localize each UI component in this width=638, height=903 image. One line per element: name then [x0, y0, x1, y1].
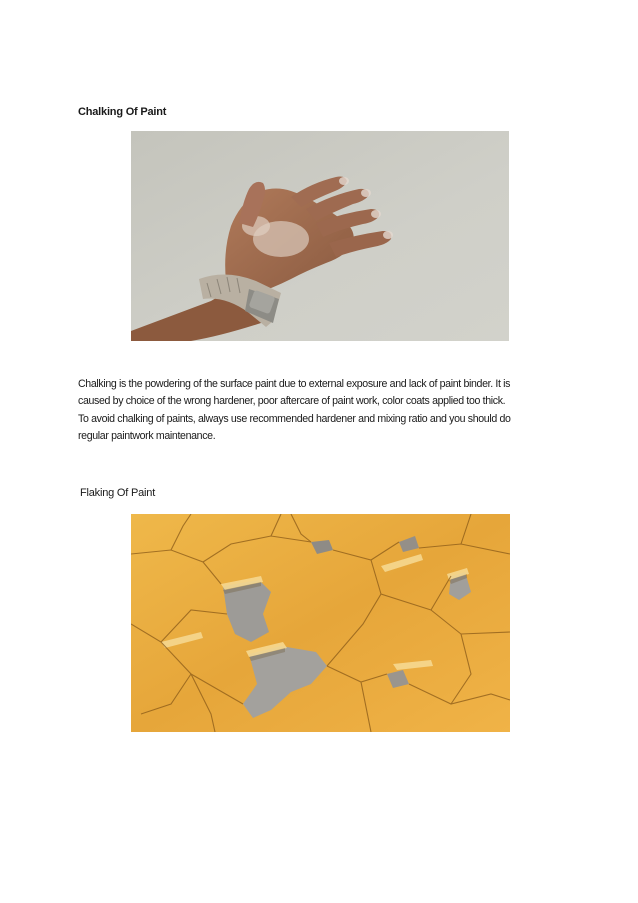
hand-on-chalky-wall-photo — [131, 131, 509, 341]
paragraph-line: caused by choice of the wrong hardener, poor aftercare of paint work, color coats applied too thick. — [78, 395, 506, 408]
paragraph-line: Chalking is the powdering of the surface paint due to external exposure and lack of paint binder. It is — [78, 378, 511, 390]
chalking-description — [78, 376, 570, 445]
flaking-yellow-paint-photo — [131, 514, 510, 732]
paragraph-line: To avoid chalking of paints, always use recommended hardener and mixing ratio and you should do — [78, 412, 511, 425]
chalking-photo-graphic — [131, 131, 509, 341]
flaking-photo-graphic — [131, 514, 510, 732]
paragraph-line: regular paintwork maintenance. — [78, 429, 216, 442]
section-title-chalking: Chalking Of Paint — [78, 106, 167, 118]
section-title-flaking: Flaking Of Paint — [80, 487, 156, 499]
